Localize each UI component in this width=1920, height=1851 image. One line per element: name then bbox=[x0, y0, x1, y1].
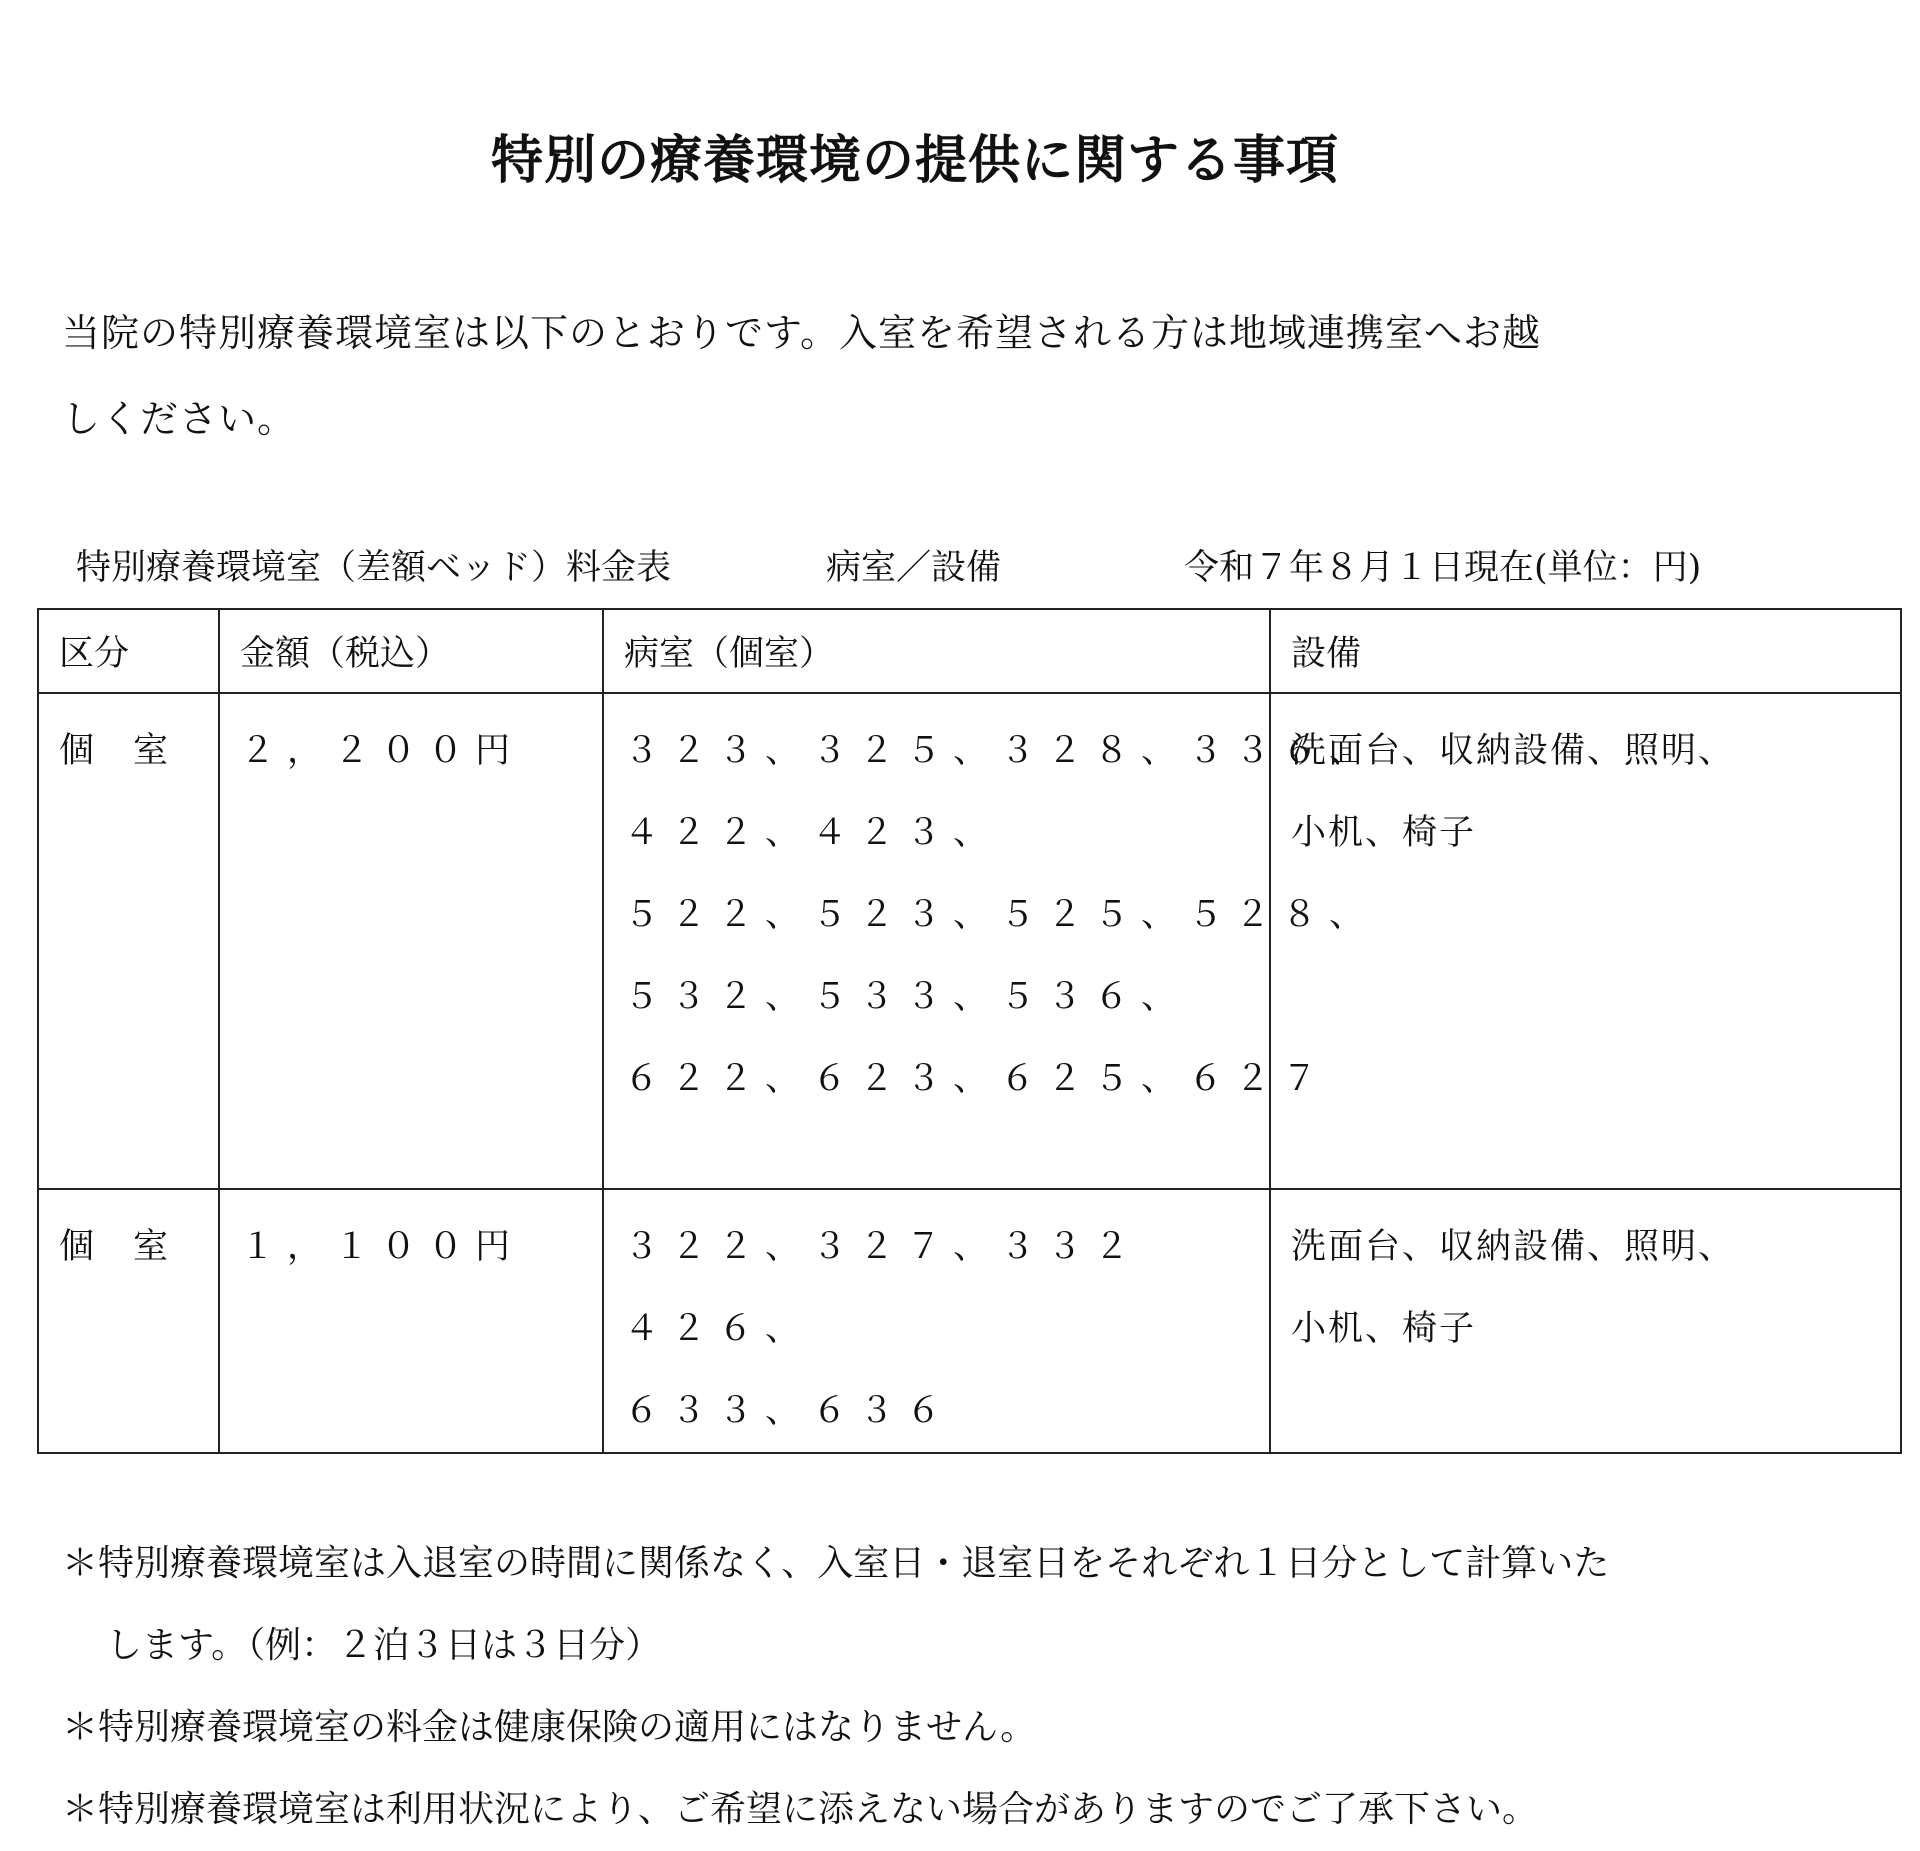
note-item: ＊特別療養環境室は利用状況により、ご希望に添えない場合がありますのでご了承下さい。 bbox=[62, 1789, 1539, 1830]
table-caption-date: 令和７年８月１日現在(単位：円) bbox=[1184, 548, 1702, 588]
intro-paragraph bbox=[62, 290, 1782, 462]
room-list-line: ４２６、 bbox=[624, 1309, 813, 1349]
room-list-line: ３２３、３２５、３２８、３３６、 bbox=[624, 731, 1377, 771]
category-cell bbox=[38, 693, 219, 1189]
room-list-line: ５３２、５３３、５３６、 bbox=[624, 977, 1189, 1017]
room-list-line: ６３３、６３６ bbox=[624, 1391, 954, 1431]
equipment-line: 洗面台、収納設備、照明、 bbox=[1291, 731, 1736, 771]
category-label: 個 室 bbox=[59, 1227, 171, 1267]
intro-line: しください。 bbox=[62, 397, 297, 441]
note-item-continuation: します。（例：２泊３日は３日分） bbox=[106, 1625, 662, 1666]
page-title: 特別の療養環境の提供に関する事項 bbox=[490, 130, 1339, 191]
equipment-cell bbox=[1270, 693, 1901, 1189]
note-item: ＊特別療養環境室は入退室の時間に関係なく、入室日・退室日をそれぞれ１日分として計算いた bbox=[62, 1543, 1610, 1584]
equipment-line: 洗面台、収納設備、照明、 bbox=[1291, 1227, 1736, 1267]
price-value: １，１００円 bbox=[240, 1227, 523, 1267]
rooms-cell bbox=[603, 1189, 1270, 1453]
note-item: ＊特別療養環境室の料金は健康保険の適用にはなりません。 bbox=[62, 1707, 1037, 1748]
notes-section bbox=[62, 1523, 1862, 1851]
table-row bbox=[38, 693, 1901, 1189]
equipment-line: 小机、椅子 bbox=[1291, 1309, 1477, 1349]
room-list-line: ４２２、４２３、 bbox=[624, 813, 1001, 853]
intro-line: 当院の特別療養環境室は以下のとおりです。入室を希望される方は地域連携室へお越 bbox=[62, 311, 1541, 355]
category-cell bbox=[38, 1189, 219, 1453]
table-caption-title: 特別療養環境室（差額ベッド）料金表 bbox=[76, 548, 672, 588]
fee-table bbox=[37, 608, 1902, 1454]
category-label: 個 室 bbox=[59, 731, 171, 771]
price-cell bbox=[219, 693, 603, 1189]
table-header-row bbox=[38, 609, 1901, 693]
price-cell bbox=[219, 1189, 603, 1453]
table-caption-subtitle: 病室／設備 bbox=[826, 548, 1002, 588]
table-row bbox=[38, 1189, 1901, 1453]
room-list-line: ５２２、５２３、５２５、５２８、 bbox=[624, 895, 1377, 935]
room-list-line: ６２２、６２３、６２５、６２７ bbox=[624, 1059, 1330, 1099]
equipment-cell bbox=[1270, 1189, 1901, 1453]
rooms-cell bbox=[603, 693, 1377, 1189]
header-price: 金額（税込） bbox=[219, 609, 603, 693]
equipment-line: 小机、椅子 bbox=[1291, 813, 1477, 853]
header-category: 区分 bbox=[38, 609, 219, 693]
header-rooms: 病室（個室） bbox=[603, 609, 1270, 693]
room-list-line: ３２２、３２７、３３２ bbox=[624, 1227, 1142, 1267]
price-value: ２，２００円 bbox=[240, 731, 523, 771]
header-equipment: 設備 bbox=[1270, 609, 1901, 693]
